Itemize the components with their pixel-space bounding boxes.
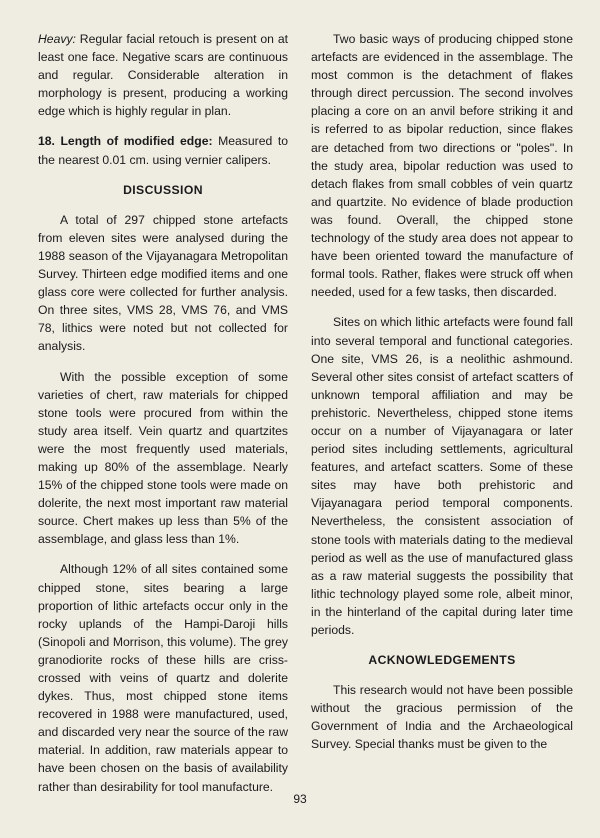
page-number: 93 — [293, 792, 307, 806]
item-18-label: 18. Length of modified edge: — [38, 134, 213, 149]
item-18 — [38, 132, 288, 168]
acknowledgements-paragraph: This research would not have been possible without the gracious permission of the Government of India and the Archaeological Survey. Special thanks must be given to the — [311, 683, 573, 752]
discussion-paragraph-1: A total of 297 chipped stone artefacts from eleven sites were analysed during the 1988 season of the Vijayanagara Metropolitan Survey. Thirteen edge modified items and one glass core were collected for further analysis. On three sites, VMS 28, VMS 76, and VMS 78, lithics were noted but not collected for analysis. — [38, 212, 288, 354]
acknowledgements-heading: ACKNOWLEDGEMENTS — [368, 653, 516, 668]
heavy-text: Regular facial retouch is present on at least one face. Negative scars are continuous and regular. Considerable alteration in morphology is present, producing a working edge which is highly regular in plan. — [38, 32, 288, 119]
heavy-definition — [38, 30, 288, 120]
discussion-paragraph-4: Two basic ways of producing chipped stone artefacts are evidenced in the assemblage. The most common is the detachment of flakes through direct percussion. The second involves placing a core on an anvil before striking it and is referred to as bipolar reduction, since flakes are detached from two directions or "poles". In the study area, bipolar reduction was used to detach flakes from small cobbles of vein quartz and quartzite. No evidence of blade production was found. Overall, the chipped stone technology of the study area does not appear to have been oriented toward the manufacture of formal tools. Rather, flakes were struck off when needed, used for a few tasks, then discarded. — [311, 32, 573, 300]
heavy-term: Heavy: — [38, 32, 76, 46]
discussion-heading: DISCUSSION — [123, 182, 203, 197]
discussion-paragraph-5: Sites on which lithic artefacts were found fall into several temporal and functional categories. One site, VMS 26, is a neolithic ashmound. Several other sites consist of artefact scatters of unknown temporal affiliation and may be prehistoric. Nevertheless, chipped stone items occur on a number of Vijayanagara or later period sites including settlements, agricultural features, and artefact scatters. Some of these sites may have both prehistoric and Vijayanagara period temporal components. Nevertheless, the consistent association of stone tools with materials dating to the medieval period as well as the use of manufactured glass as a raw material suggests the possibility that lithic technology played some role, albeit minor, in the hinterland of the capital during later time periods. — [311, 315, 573, 637]
discussion-paragraph-2: With the possible exception of some varieties of chert, raw materials for chipped stone tools were procured from within the study area itself. Vein quartz and quartzites were the most frequently used materials, making up 80% of the assemblage. Nearly 15% of the chipped stone tools were made on dolerite, the next most important raw material source. Chert makes up less than 5% of the assemblage, and glass less than 1%. — [38, 369, 288, 547]
item-18-text: Measured to the nearest 0.01 cm. using vernier calipers. — [38, 134, 289, 167]
discussion-paragraph-3: Although 12% of all sites contained some chipped stone, sites bearing a large proportion of lithic artefacts occur only in the rocky uplands of the Hampi-Daroji hills (Sinopoli and Morrison, this volume). The grey granodiorite rocks of these hills are criss-crossed with veins of quartz and dolerite dykes. Thus, most chipped stone items recovered in 1988 were manufactured, used, and discarded very near the source of the raw material. In addition, raw materials appear to have been chosen on the basis of availability rather than desirability for tool manufacture. — [38, 562, 288, 794]
right-column — [311, 30, 573, 766]
left-column — [38, 30, 288, 808]
